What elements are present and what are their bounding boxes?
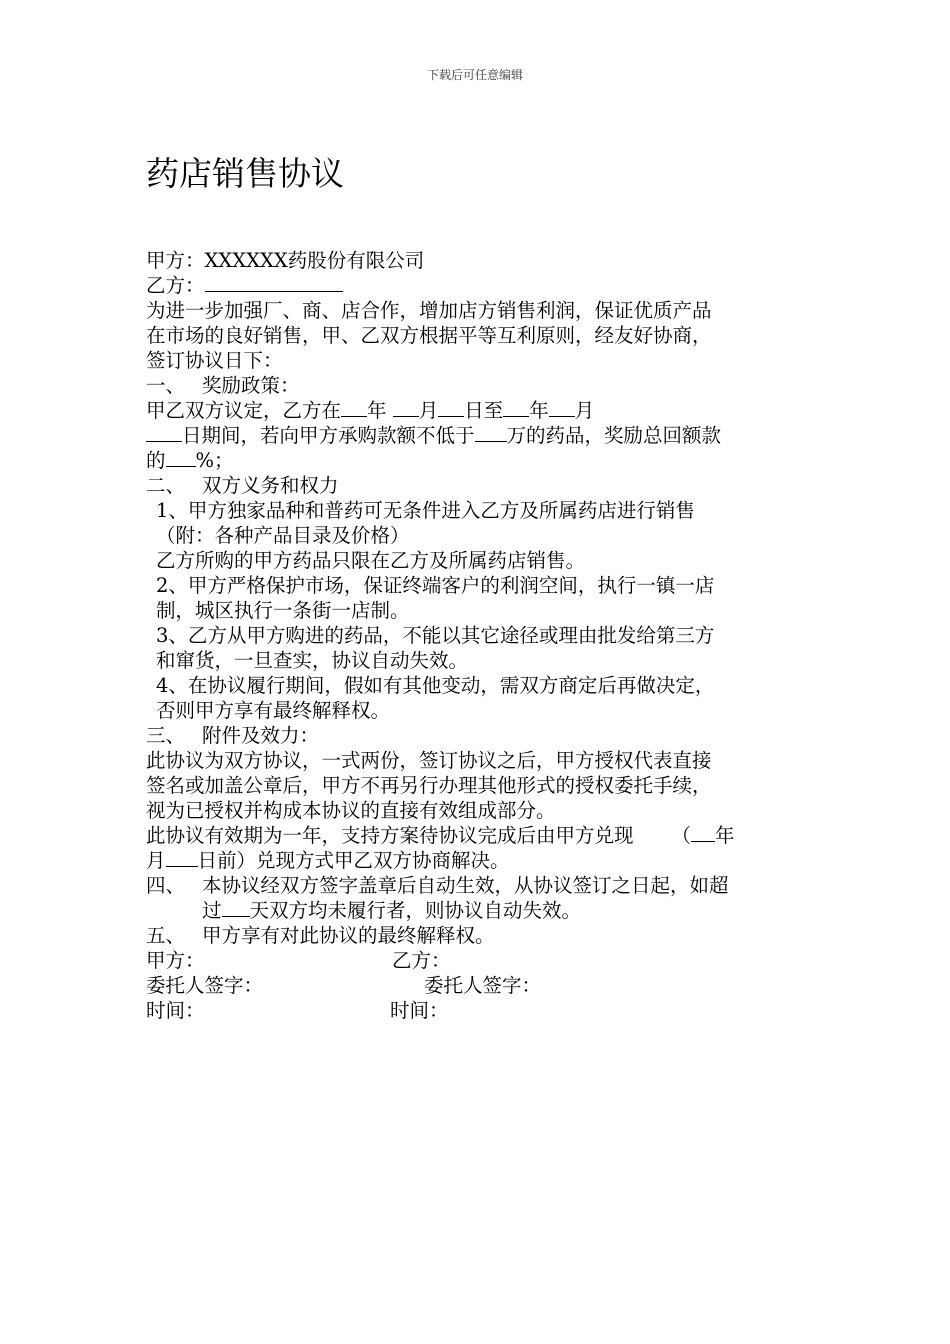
text-segment: 日前）兑现方式甲乙双方协商解决。 (197, 849, 510, 872)
text-segment: 月 (418, 399, 439, 422)
signature-row-agent (146, 973, 810, 998)
percent-blank (166, 448, 196, 467)
obligation-line: 3、乙方从甲方购进的药品，不能以其它途径或理由批发给第三方 (156, 624, 715, 647)
obligation-line: 乙方所购的甲方药品只限在乙方及所属药店销售。 (156, 549, 586, 572)
section-4-continuation (146, 898, 810, 923)
text-segment: 年 (529, 399, 549, 422)
header-note: 下载后可任意编辑 (426, 68, 523, 82)
section-2-heading (146, 473, 810, 498)
section-title: 奖励政策： (202, 374, 300, 397)
signature-party-b: 乙方： (392, 949, 451, 972)
party-b-blank (205, 273, 343, 292)
days-blank (222, 898, 250, 917)
signature-time-b: 时间： (390, 999, 449, 1022)
text-segment: 年 (715, 824, 735, 847)
year-blank (691, 823, 715, 842)
section-number: 三、 (146, 724, 186, 747)
text-segment: %； (195, 449, 234, 472)
validity-line (146, 848, 810, 873)
section-number: 一、 (146, 374, 186, 397)
document-body (146, 248, 810, 1023)
section-text: 本协议经双方签字盖章后自动生效，从协议签订之日起，如超 (202, 874, 729, 897)
obligation-line: 制，城区执行一条街一店制。 (156, 599, 410, 622)
signature-agent-a: 委托人签字： (146, 974, 264, 997)
document-title: 药店销售协议 (146, 154, 344, 193)
obligation-line: 1、甲方独家品种和普药可无条件进入乙方及所属药店进行销售 (156, 499, 695, 522)
text-segment: 月 (146, 849, 166, 872)
intro-line: 在市场的良好销售，甲、乙双方根据平等互利原则，经友好协商， (146, 324, 712, 347)
month-blank (549, 398, 575, 417)
text-segment: 万的药品，奖励总回额款 (506, 424, 722, 447)
day-blank (438, 398, 464, 417)
intro-line: 签订协议日下： (146, 349, 283, 372)
reward-period-line (146, 398, 810, 423)
text-segment: 甲乙双方议定，乙方在 (146, 399, 342, 422)
day-blank (146, 423, 182, 442)
effect-line: 签名或加盖公章后，甲方不再另行办理其他形式的授权委托手续， (146, 774, 712, 797)
party-b-label: 乙方： (146, 274, 205, 297)
signature-row-time (146, 998, 810, 1023)
obligation-line: （附：各种产品目录及价格） (156, 524, 410, 547)
section-title: 双方义务和权力 (202, 474, 339, 497)
amount-blank (475, 423, 507, 442)
party-a-line: 甲方：XXXXXX药股份有限公司 (146, 249, 425, 272)
obligation-line: 和窜货，一旦查实，协议自动失效。 (156, 649, 469, 672)
party-b-line (146, 273, 810, 298)
signature-row-party (146, 948, 810, 973)
validity-line (146, 823, 810, 848)
text-segment: 过 (202, 899, 222, 922)
section-number: 五、 (146, 924, 186, 947)
section-text: 甲方享有对此协议的最终解释权。 (202, 924, 495, 947)
signature-party-a: 甲方： (146, 949, 205, 972)
reward-amount-line (146, 423, 810, 448)
intro-line: 为进一步加强厂、商、店合作，增加店方销售利润，保证优质产品 (146, 299, 712, 322)
text-segment: 的 (146, 449, 166, 472)
day-blank (166, 848, 198, 867)
signature-agent-b: 委托人签字： (424, 974, 542, 997)
section-title: 附件及效力： (202, 724, 320, 747)
text-segment: 年 (367, 399, 393, 422)
section-number: 四、 (146, 874, 186, 897)
obligation-line: 4、在协议履行期间，假如有其他变动，需双方商定后再做决定， (156, 674, 715, 697)
text-segment: 日期间，若向甲方承购款额不低于 (182, 424, 475, 447)
year-blank (341, 398, 367, 417)
signature-time-a: 时间： (146, 999, 205, 1022)
obligation-line: 2、甲方严格保护市场，保证终端客户的利润空间，执行一镇一店 (156, 574, 715, 597)
section-3-heading (146, 723, 810, 748)
obligation-line: 否则甲方享有最终解释权。 (156, 699, 391, 722)
section-5-heading (146, 923, 810, 948)
year-blank (503, 398, 529, 417)
reward-percent-line (146, 448, 810, 473)
text-segment: 此协议有效期为一年，支持方案待协议完成后由甲方兑现 (146, 824, 634, 847)
effect-line: 此协议为双方协议，一式两份，签订协议之后，甲方授权代表直接 (146, 749, 712, 772)
text-segment: （ (671, 824, 692, 847)
effect-line: 视为已授权并构成本协议的直接有效组成部分。 (146, 799, 556, 822)
month-blank (393, 398, 419, 417)
section-1-heading (146, 373, 810, 398)
text-segment: 日至 (464, 399, 504, 422)
text-segment: 月 (574, 399, 595, 422)
section-number: 二、 (146, 474, 186, 497)
text-segment: 天双方均未履行者，则协议自动失效。 (249, 899, 582, 922)
section-4-heading (146, 873, 810, 898)
